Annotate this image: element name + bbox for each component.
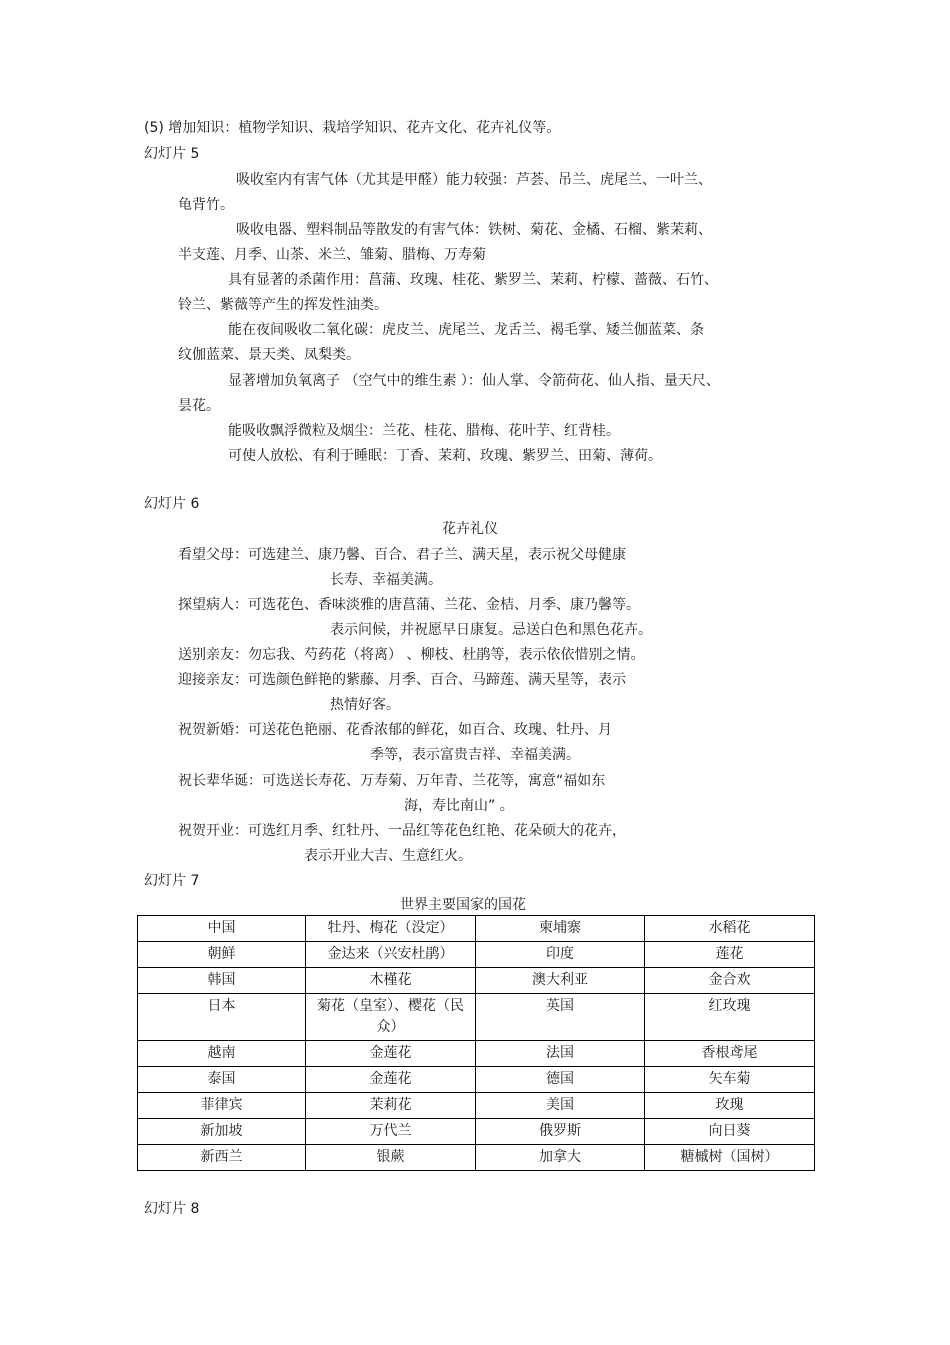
slide-5-line: 半支莲、月季、山茶、米兰、雏菊、腊梅、万寿菊 — [178, 247, 486, 263]
country-cell: 柬埔寨 — [476, 916, 645, 942]
slide-6-line: 祝长辈华诞：可选送长寿花、万寿菊、万年青、兰花等，寓意“福如东 — [178, 773, 606, 789]
table-row — [138, 968, 815, 994]
flower-cell: 木槿花 — [306, 968, 476, 994]
flower-cell: 玫瑰 — [645, 1093, 815, 1119]
slide-6-line: 表示问候，并祝愿早日康复。忌送白色和黑色花卉。 — [330, 622, 652, 638]
slide-6-line: 迎接亲友：可选颜色鲜艳的紫藤、月季、百合、马蹄莲、满天星等，表示 — [178, 672, 626, 688]
table-row — [138, 1119, 815, 1145]
flower-cell: 菊花（皇室）、樱花（民众） — [306, 994, 476, 1041]
country-cell: 菲律宾 — [138, 1093, 306, 1119]
slide-6-line: 表示开业大吉、生意红火。 — [304, 848, 472, 864]
slide-5-line: 龟背竹。 — [178, 197, 234, 213]
country-cell: 美国 — [476, 1093, 645, 1119]
slide-6-line: 送别亲友：勿忘我、芍药花（将离） 、柳枝、杜鹃等，表示依依惜别之情。 — [178, 647, 645, 663]
slide-6-line: 看望父母：可选建兰、康乃馨、百合、君子兰、满天星，表示祝父母健康 — [178, 547, 626, 563]
flower-cell: 矢车菊 — [645, 1067, 815, 1093]
country-cell: 印度 — [476, 942, 645, 968]
slide-5-line: 具有显著的杀菌作用：菖蒲、玫瑰、桂花、紫罗兰、茉莉、柠檬、蔷薇、石竹、 — [228, 272, 718, 288]
table-title: 世界主要国家的国花 — [400, 897, 526, 913]
country-cell: 加拿大 — [476, 1145, 645, 1171]
flower-cell: 金合欢 — [645, 968, 815, 994]
table-row — [138, 1093, 815, 1119]
country-cell: 日本 — [138, 994, 306, 1041]
slide-6-line: 季等，表示富贵吉祥、幸福美满。 — [370, 747, 580, 763]
flower-cell: 红玫瑰 — [645, 994, 815, 1041]
slide-5-line: 昙花。 — [178, 398, 220, 414]
flower-cell: 水稻花 — [645, 916, 815, 942]
slide-6-line: 祝贺新婚：可送花色艳丽、花香浓郁的鲜花，如百合、玫瑰、牡丹、月 — [178, 722, 612, 738]
country-cell: 新西兰 — [138, 1145, 306, 1171]
slide-5-line: 吸收电器、塑料制品等散发的有害气体：铁树、菊花、金橘、石榴、紫茉莉、 — [236, 222, 712, 238]
slide-8-heading: 幻灯片 8 — [144, 1201, 200, 1217]
slide-5-line: 可使人放松、有利于睡眠：丁香、茉莉、玫瑰、紫罗兰、田菊、薄荷。 — [228, 448, 662, 464]
slide-7-heading: 幻灯片 7 — [144, 873, 200, 889]
flower-cell: 香根鸢尾 — [645, 1041, 815, 1067]
flower-cell: 糖槭树（国树） — [645, 1145, 815, 1171]
intro-line: (5) 增加知识：植物学知识、栽培学知识、花卉文化、花卉礼仪等。 — [144, 120, 561, 136]
country-cell: 澳大利亚 — [476, 968, 645, 994]
country-cell: 英国 — [476, 994, 645, 1041]
country-cell: 越南 — [138, 1041, 306, 1067]
flower-cell: 万代兰 — [306, 1119, 476, 1145]
country-cell: 中国 — [138, 916, 306, 942]
slide-5-line: 能吸收飘浮微粒及烟尘：兰花、桂花、腊梅、花叶芋、红背桂。 — [228, 423, 620, 439]
slide-5-line: 显著增加负氧离子 （空气中的维生素 ）：仙人掌、令箭荷花、仙人指、量天尺、 — [228, 373, 720, 389]
flower-cell: 茉莉花 — [306, 1093, 476, 1119]
slide-6-title: 花卉礼仪 — [442, 521, 498, 537]
slide-5-heading: 幻灯片 5 — [144, 146, 200, 162]
country-cell: 朝鲜 — [138, 942, 306, 968]
national-flowers-table — [137, 915, 815, 1171]
slide-6-heading: 幻灯片 6 — [144, 496, 200, 512]
flower-cell: 牡丹、梅花（没定） — [306, 916, 476, 942]
table-row — [138, 1041, 815, 1067]
flower-cell: 莲花 — [645, 942, 815, 968]
slide-5-line: 铃兰、紫薇等产生的挥发性油类。 — [178, 297, 388, 313]
slide-5-line: 吸收室内有害气体（尤其是甲醛）能力较强：芦荟、吊兰、虎尾兰、一叶兰、 — [236, 172, 712, 188]
country-cell: 韩国 — [138, 968, 306, 994]
table-row — [138, 942, 815, 968]
slide-6-line: 探望病人：可选花色、香味淡雅的唐菖蒲、兰花、金桔、月季、康乃馨等。 — [178, 597, 640, 613]
table-row — [138, 916, 815, 942]
slide-6-line: 长寿、幸福美满。 — [330, 572, 442, 588]
country-cell: 泰国 — [138, 1067, 306, 1093]
country-cell: 德国 — [476, 1067, 645, 1093]
table-row — [138, 1145, 815, 1171]
slide-5-line: 能在夜间吸收二氧化碳：虎皮兰、虎尾兰、龙舌兰、褐毛掌、矮兰伽蓝菜、条 — [228, 322, 704, 338]
table-row — [138, 1067, 815, 1093]
slide-6-line: 海，寿比南山” 。 — [404, 798, 514, 814]
slide-6-line: 热情好客。 — [330, 697, 400, 713]
flower-cell: 金莲花 — [306, 1041, 476, 1067]
country-cell: 新加坡 — [138, 1119, 306, 1145]
country-cell: 俄罗斯 — [476, 1119, 645, 1145]
flower-cell: 金达来（兴安杜鹃） — [306, 942, 476, 968]
country-cell: 法国 — [476, 1041, 645, 1067]
slide-6-line: 祝贺开业：可选红月季、红牡丹、一品红等花色红艳、花朵硕大的花卉， — [178, 823, 626, 839]
table-row — [138, 994, 815, 1041]
slide-5-line: 纹伽蓝菜、景天类、凤梨类。 — [178, 347, 360, 363]
flower-cell: 金莲花 — [306, 1067, 476, 1093]
flower-cell: 银蕨 — [306, 1145, 476, 1171]
flower-cell: 向日葵 — [645, 1119, 815, 1145]
